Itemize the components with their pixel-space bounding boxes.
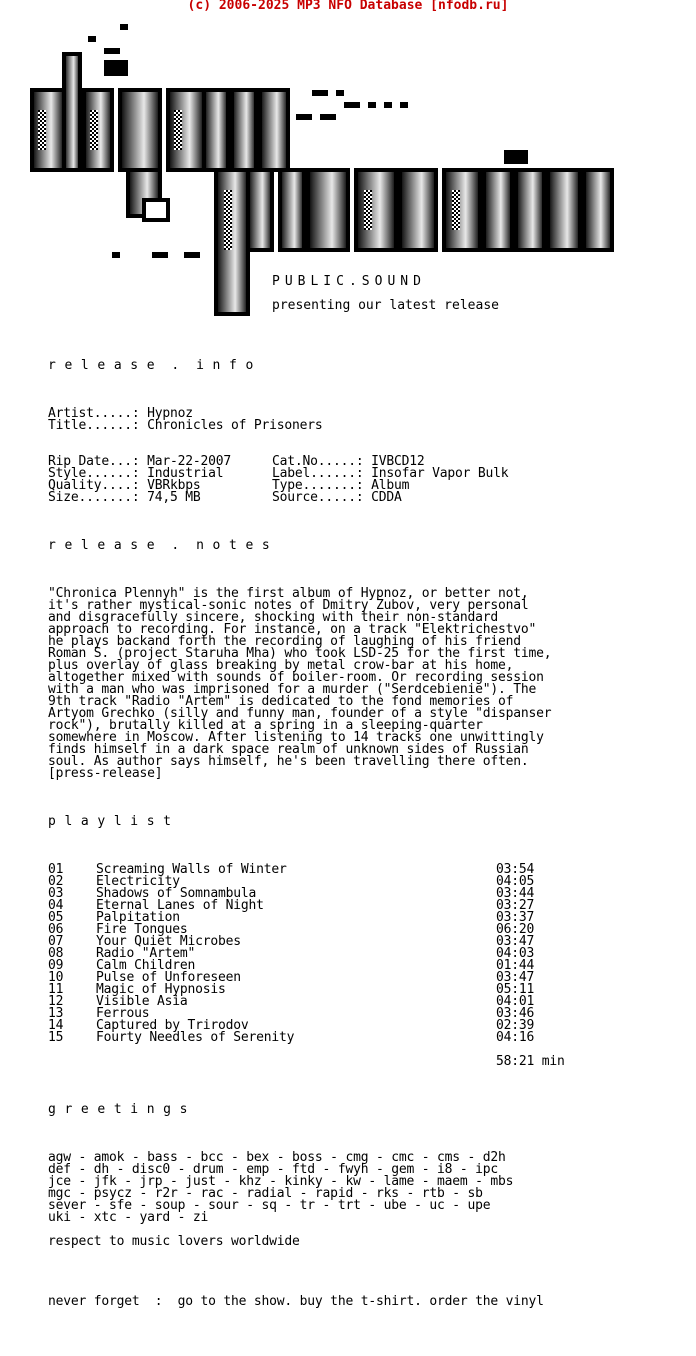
track-title: Magic of Hypnosis xyxy=(96,982,226,997)
greetings-line: uki - xtc - yard - zi xyxy=(48,1210,209,1225)
track-number: 11 xyxy=(48,982,64,997)
notes-line: Artyom Grechko (silly and funny man, founder of a style "dispanser xyxy=(48,706,552,721)
track-number: 01 xyxy=(48,862,64,877)
track-title: Fourty Needles of Serenity xyxy=(96,1030,295,1045)
track-title: Shadows of Somnambula xyxy=(96,886,257,901)
info-rip-date: Rip Date...: Mar-22-2007 xyxy=(48,454,232,469)
track-title: Palpitation xyxy=(96,910,180,925)
tagline: presenting our latest release xyxy=(272,298,499,313)
notes-line: [press-release] xyxy=(48,766,163,781)
track-title: Eternal Lanes of Night xyxy=(96,898,264,913)
respect-line: respect to music lovers worldwide xyxy=(48,1234,300,1249)
track-time: 03:27 xyxy=(496,898,535,913)
info-type: Type.......: Album xyxy=(272,478,410,493)
track-time: 04:16 xyxy=(496,1030,535,1045)
notes-line: 9th track "Radio "Artem" is dedicated to the fond memories of xyxy=(48,694,514,709)
track-time: 03:46 xyxy=(496,1006,535,1021)
greetings-line: jce - jfk - jrp - just - khz - kinky - kw - lame - maem - mbs xyxy=(48,1174,514,1189)
section-release-info: r e l e a s e . i n f o xyxy=(48,358,254,373)
playlist-total: 58:21 min xyxy=(496,1054,565,1069)
section-greetings: g r e e t i n g s xyxy=(48,1102,188,1117)
greetings-line: sever - sfe - soup - sour - sq - tr - trt - ube - uc - upe xyxy=(48,1198,491,1213)
track-number: 09 xyxy=(48,958,64,973)
track-number: 04 xyxy=(48,898,64,913)
track-time: 03:44 xyxy=(496,886,535,901)
info-source: Source.....: CDDA xyxy=(272,490,402,505)
notes-line: finds himself in a dark space realm of unknown sides of Russian xyxy=(48,742,529,757)
track-number: 03 xyxy=(48,886,64,901)
notes-line: "Chronica Plennyh" is the first album of Hypnoz, or better not, xyxy=(48,586,529,601)
track-number: 05 xyxy=(48,910,64,925)
notes-line: soul. As author says himself, he's been travelling there often. xyxy=(48,754,529,769)
notes-line: somewhere in Moscow. After listening to 14 tracks one unwittingly xyxy=(48,730,544,745)
notes-line: approach to recording. For instance, on a track "Elektrichestvo" xyxy=(48,622,537,637)
site-header: (c) 2006-2025 MP3 NFO Database [nfodb.ru] xyxy=(187,0,509,13)
notes-line: altogether mixed with sounds of boiler-room. Or recording session xyxy=(48,670,544,685)
track-time: 01:44 xyxy=(496,958,535,973)
track-number: 02 xyxy=(48,874,64,889)
info-artist: Artist.....: Hypnoz xyxy=(48,406,193,421)
track-title: Electricity xyxy=(96,874,180,889)
track-time: 03:47 xyxy=(496,970,535,985)
notes-line: it's rather mystical-sonic notes of Dmitry Zubov, very personal xyxy=(48,598,529,613)
track-title: Radio "Artem" xyxy=(96,946,196,961)
track-title: Visible Asia xyxy=(96,994,188,1009)
greetings-line: mgc - psycz - r2r - rac - radial - rapid - rks - rtb - sb xyxy=(48,1186,483,1201)
track-number: 15 xyxy=(48,1030,64,1045)
greetings-line: agw - amok - bass - bcc - bex - boss - cmg - cmc - cms - d2h xyxy=(48,1150,506,1165)
notes-line: and disgracefully sincere, shocking with their non-standard xyxy=(48,610,498,625)
track-number: 14 xyxy=(48,1018,64,1033)
track-title: Screaming Walls of Winter xyxy=(96,862,287,877)
notes-line: with a man who was imprisoned for a murder ("Serdcebienie"). The xyxy=(48,682,537,697)
section-release-notes: r e l e a s e . n o t e s xyxy=(48,538,271,553)
track-title: Pulse of Unforeseen xyxy=(96,970,241,985)
track-title: Calm Children xyxy=(96,958,196,973)
track-number: 07 xyxy=(48,934,64,949)
info-size: Size.......: 74,5 MB xyxy=(48,490,201,505)
track-time: 03:47 xyxy=(496,934,535,949)
info-label: Label......: Insofar Vapor Bulk xyxy=(272,466,509,481)
track-title: Fire Tongues xyxy=(96,922,188,937)
info-title: Title......: Chronicles of Prisoners xyxy=(48,418,323,433)
track-time: 02:39 xyxy=(496,1018,535,1033)
track-title: Your Quiet Microbes xyxy=(96,934,241,949)
info-cat-no: Cat.No.....: IVBCD12 xyxy=(272,454,425,469)
info-style: Style......: Industrial xyxy=(48,466,224,481)
greetings-line: def - dh - disc0 - drum - emp - ftd - fwyh - gem - i8 - ipc xyxy=(48,1162,498,1177)
track-time: 04:05 xyxy=(496,874,535,889)
track-time: 03:37 xyxy=(496,910,535,925)
track-number: 08 xyxy=(48,946,64,961)
track-number: 12 xyxy=(48,994,64,1009)
track-title: Ferrous xyxy=(96,1006,150,1021)
track-number: 13 xyxy=(48,1006,64,1021)
notes-line: rock"), brutally killed at a spring in a sleeping-quarter xyxy=(48,718,483,733)
notes-line: Roman S. (project Staruha Mha) who took LSD-25 for the first time, xyxy=(48,646,552,661)
track-title: Captured by Trirodov xyxy=(96,1018,249,1033)
track-time: 04:01 xyxy=(496,994,535,1009)
track-time: 03:54 xyxy=(496,862,535,877)
info-quality: Quality....: VBRkbps xyxy=(48,478,201,493)
notes-line: plus overlay of glass breaking by metal crow-bar at his home, xyxy=(48,658,514,673)
track-number: 10 xyxy=(48,970,64,985)
footer-line: never forget : go to the show. buy the t-shirt. order the vinyl xyxy=(48,1294,544,1309)
track-time: 06:20 xyxy=(496,922,535,937)
notes-line: he plays backand forth the recording of laughing of his friend xyxy=(48,634,521,649)
track-time: 05:11 xyxy=(496,982,535,997)
track-time: 04:03 xyxy=(496,946,535,961)
track-number: 06 xyxy=(48,922,64,937)
section-playlist: p l a y l i s t xyxy=(48,814,172,829)
group-name: PUBLIC.SOUND xyxy=(272,274,426,289)
